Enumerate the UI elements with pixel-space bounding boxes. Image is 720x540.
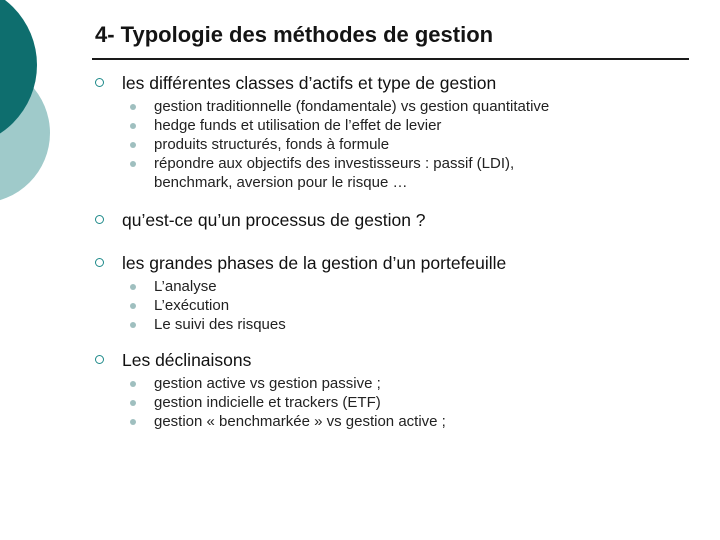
ring-bullet-icon (95, 258, 104, 267)
list-item: répondre aux objectifs des investisseurs : passif (LDI), benchmark, aversion pour le risque … (95, 154, 695, 192)
section-heading: qu’est-ce qu’un processus de gestion ? (122, 210, 426, 230)
section-heading: les grandes phases de la gestion d’un portefeuille (122, 253, 507, 273)
list-item: gestion « benchmarkée » vs gestion active ; (95, 412, 695, 431)
section-heading: les différentes classes d’actifs et type de gestion (122, 73, 497, 93)
dot-bullet-icon (130, 161, 136, 167)
dot-bullet-icon (130, 123, 136, 129)
list-item: produits structurés, fonds à formule (95, 135, 695, 154)
list-item: Le suivi des risques (95, 315, 695, 334)
dot-bullet-icon (130, 400, 136, 406)
list-item: hedge funds et utilisation de l’effet de levier (95, 116, 695, 135)
list-item: L’analyse (95, 277, 695, 296)
section-phases (95, 253, 695, 334)
ring-bullet-icon (95, 215, 104, 224)
list-item: gestion active vs gestion passive ; (95, 374, 695, 393)
slide-title: 4- Typologie des méthodes de gestion (95, 22, 494, 47)
dot-bullet-icon (130, 284, 136, 290)
dot-bullet-icon (130, 419, 136, 425)
ring-bullet-icon (95, 78, 104, 87)
section-asset-classes (95, 73, 695, 192)
list-item: gestion traditionnelle (fondamentale) vs gestion quantitative (95, 97, 695, 116)
dot-bullet-icon (130, 142, 136, 148)
dot-bullet-icon (130, 303, 136, 309)
list-item: L’exécution (95, 296, 695, 315)
section-variants (95, 350, 695, 431)
dot-bullet-icon (130, 104, 136, 110)
dot-bullet-icon (130, 381, 136, 387)
dot-bullet-icon (130, 322, 136, 328)
section-process (95, 210, 695, 234)
ring-bullet-icon (95, 355, 104, 364)
section-heading: Les déclinaisons (122, 350, 252, 370)
list-item: gestion indicielle et trackers (ETF) (95, 393, 695, 412)
